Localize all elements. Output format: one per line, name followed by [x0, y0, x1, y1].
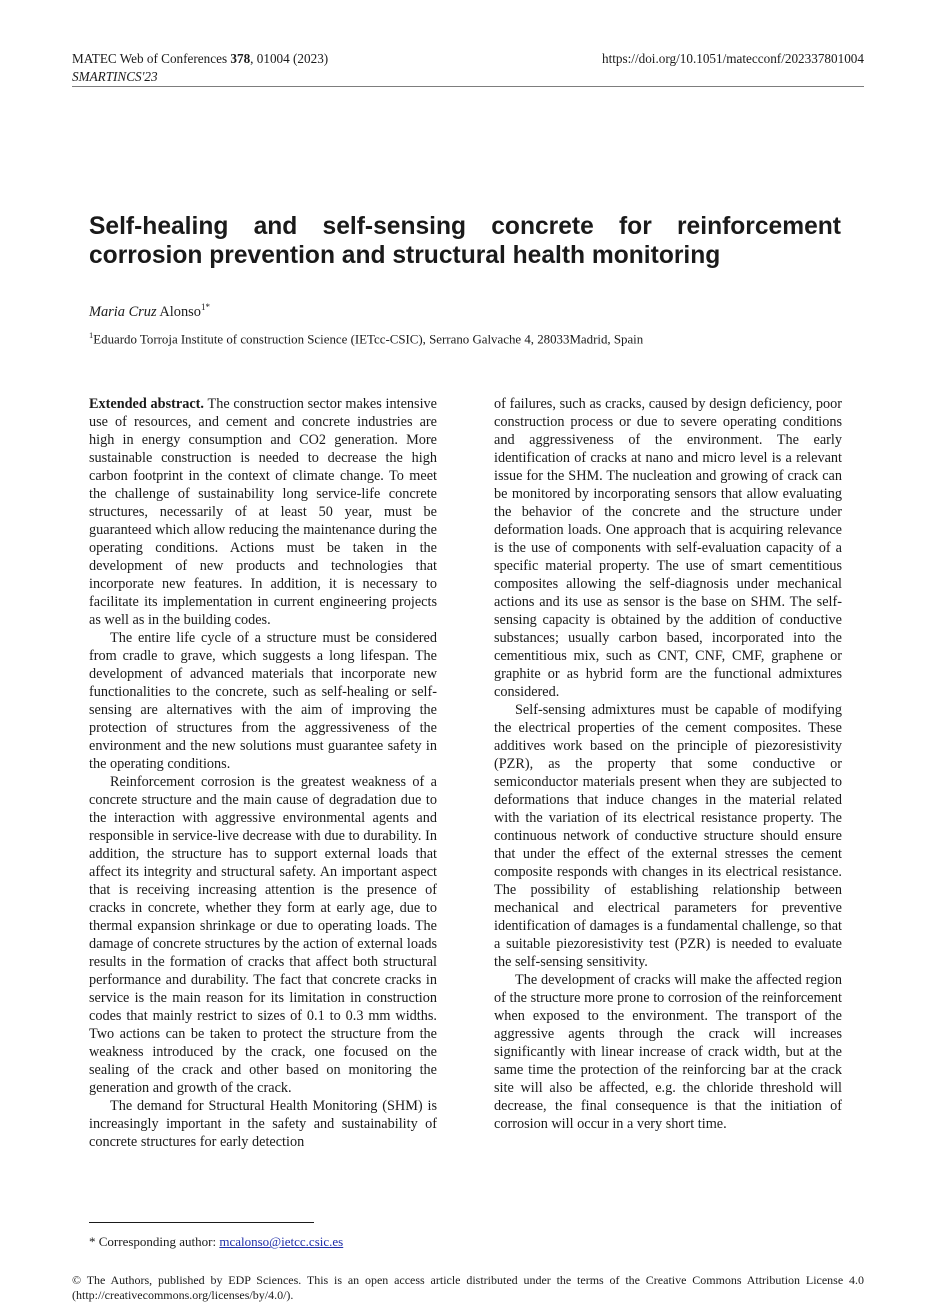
running-header-left — [72, 50, 328, 86]
author-line — [89, 298, 210, 321]
journal-name: MATEC Web of Conferences — [72, 51, 231, 66]
footnote-divider — [89, 1222, 314, 1223]
corresponding-author-footnote — [89, 1234, 343, 1250]
body-column-left — [89, 395, 437, 1151]
license-notice: © The Authors, published by EDP Sciences. This is an open access article distributed under the terms of the Creative Commons Attribution License 4.0 (http://creativecommons.org/licenses/by/4.0/). — [72, 1273, 864, 1302]
affiliation — [89, 327, 643, 347]
abstract-lead: Extended abstract. — [89, 396, 204, 412]
conference-name: SMARTINCS'23 — [72, 69, 158, 84]
author-email-link[interactable]: mcalonso@ietcc.csic.es — [219, 1234, 344, 1249]
footnote-label: * Corresponding author: — [89, 1234, 220, 1249]
author-family-name: Alonso — [156, 303, 201, 320]
paragraph-text: The construction sector makes intensive use of resources, and cement and concrete industries are high in energy consumption and CO2 generation. More sustainable construction is needed to decrease the high carbon footprint in the context of climate change. To meet the challenge of sustainability long service-life concrete structures, necessarily of at least 50 year, must be guaranteed which allow reducing the maintenance during the operating conditions. Actions must be taken in the development of new products and technologies that incorporate new features. In addition, it is necessary to facilitate its implementation in current engineering projects as well as in the building codes. — [89, 396, 437, 628]
paragraph — [89, 395, 437, 629]
paragraph: The entire life cycle of a structure must be considered from cradle to grave, which suggests a long lifespan. The development of advanced materials that incorporate new functionalities to the concrete, such as self-healing or self-sensing are alternatives with the aim of improving the protection of structures from the aggressiveness of the environment and the new solutions must guarantee safety in the operating conditions. — [89, 630, 437, 772]
paragraph: of failures, such as cracks, caused by design deficiency, poor construction process or due to severe operating conditions and aggressiveness of the environment. The early identification of cracks at nano and micro level is a relevant issue for the SHM. The nucleation and growing of crack can be monitored by incorporating sensors that allow evaluating the behavior of the concrete and the structure under deformation loads. One approach that is acquiring relevance is the use of components with self-evaluation capacity of a specific material property. The use of smart cementitious composites allowing the self-diagnosis under mechanical actions and its use as sensor is the base on SHM. The self-sensing capacity is obtained by the addition of conductive substances; usually carbon based, incorporated into the cementitious mix, such as CNT, CNF, CMF, graphene or graphite or as hybrid form are the functional admixtures considered. — [494, 396, 842, 700]
author-given-name: Maria Cruz — [89, 303, 157, 320]
paragraph: Self-sensing admixtures must be capable of modifying the electrical properties of the cement composites. These additives work based on the principle of piezoresistivity (PZR), as the property that some conductive or semiconductor materials present when they are subjected to deformations that induce changes in the material related with the variation of its electrical resistance property. The continuous network of conductive structure should ensure that under the effect of the external stresses the cement composite responds with changes in its electrical resistance. The possibility of establishing relationship between mechanical and electrical parameters for preventive identification of damages is a fundamental challenge, so that a suitable piezoresistivity test (PZR) is needed to evaluate the self-sensing sensitivity. — [494, 702, 842, 970]
journal-issue-year: , 01004 (2023) — [250, 51, 329, 66]
affiliation-mark: 1 — [89, 330, 94, 340]
paragraph: Reinforcement corrosion is the greatest weakness of a concrete structure and the main cause of degradation due to the interaction with aggressive environmental agents and responsible in service-live decrease with due to durability. In addition, the structure has to support external loads that affect its integrity and structural safety. An important aspect that is receiving increasing attention is the presence of cracks in concrete, whether they form at early age, due to thermal expansion shrinkage or due to operating loads. The damage of concrete structures by the action of external loads results in the formation of cracks that affect both structural performance and durability. The fact that concrete cracks in service is the main reason for its limitation in construction codes that mainly restrict to sizes of 0.1 to 0.3 mm widths. Two actions can be taken to protect the structure from the weakness introduced by the crack, one focused on the sealing of the crack and other based on monitoring the generation and growth of the crack. — [89, 774, 437, 1096]
header-divider — [72, 86, 864, 87]
paragraph: The development of cracks will make the affected region of the structure more prone to corrosion of the reinforcement when exposed to the environment. The transport of the aggressive agents through the crack will increases significantly with linear increase of crack width, but at the same time the protection of the reinforcing bar at the crack site will also be affected, e.g. the chloride threshold will decrease, the final consequence is that the initiation of corrosion will occur in a very short time. — [494, 972, 842, 1132]
affiliation-text: Eduardo Torroja Institute of construction Science (IETcc-CSIC), Serrano Galvache 4, 28033Madrid, Spain — [93, 332, 644, 347]
paragraph: The demand for Structural Health Monitoring (SHM) is increasingly important in the safety and sustainability of concrete structures for early detection — [89, 1098, 437, 1150]
body-column-right — [494, 395, 842, 1133]
paper-title: Self-healing and self-sensing concrete for reinforcement corrosion prevention and structural health monitoring — [89, 213, 841, 269]
author-affiliation-mark: 1* — [200, 302, 210, 312]
journal-citation — [72, 50, 328, 68]
doi-link[interactable]: https://doi.org/10.1051/matecconf/202337801004 — [601, 51, 864, 66]
journal-volume: 378 — [230, 51, 251, 66]
